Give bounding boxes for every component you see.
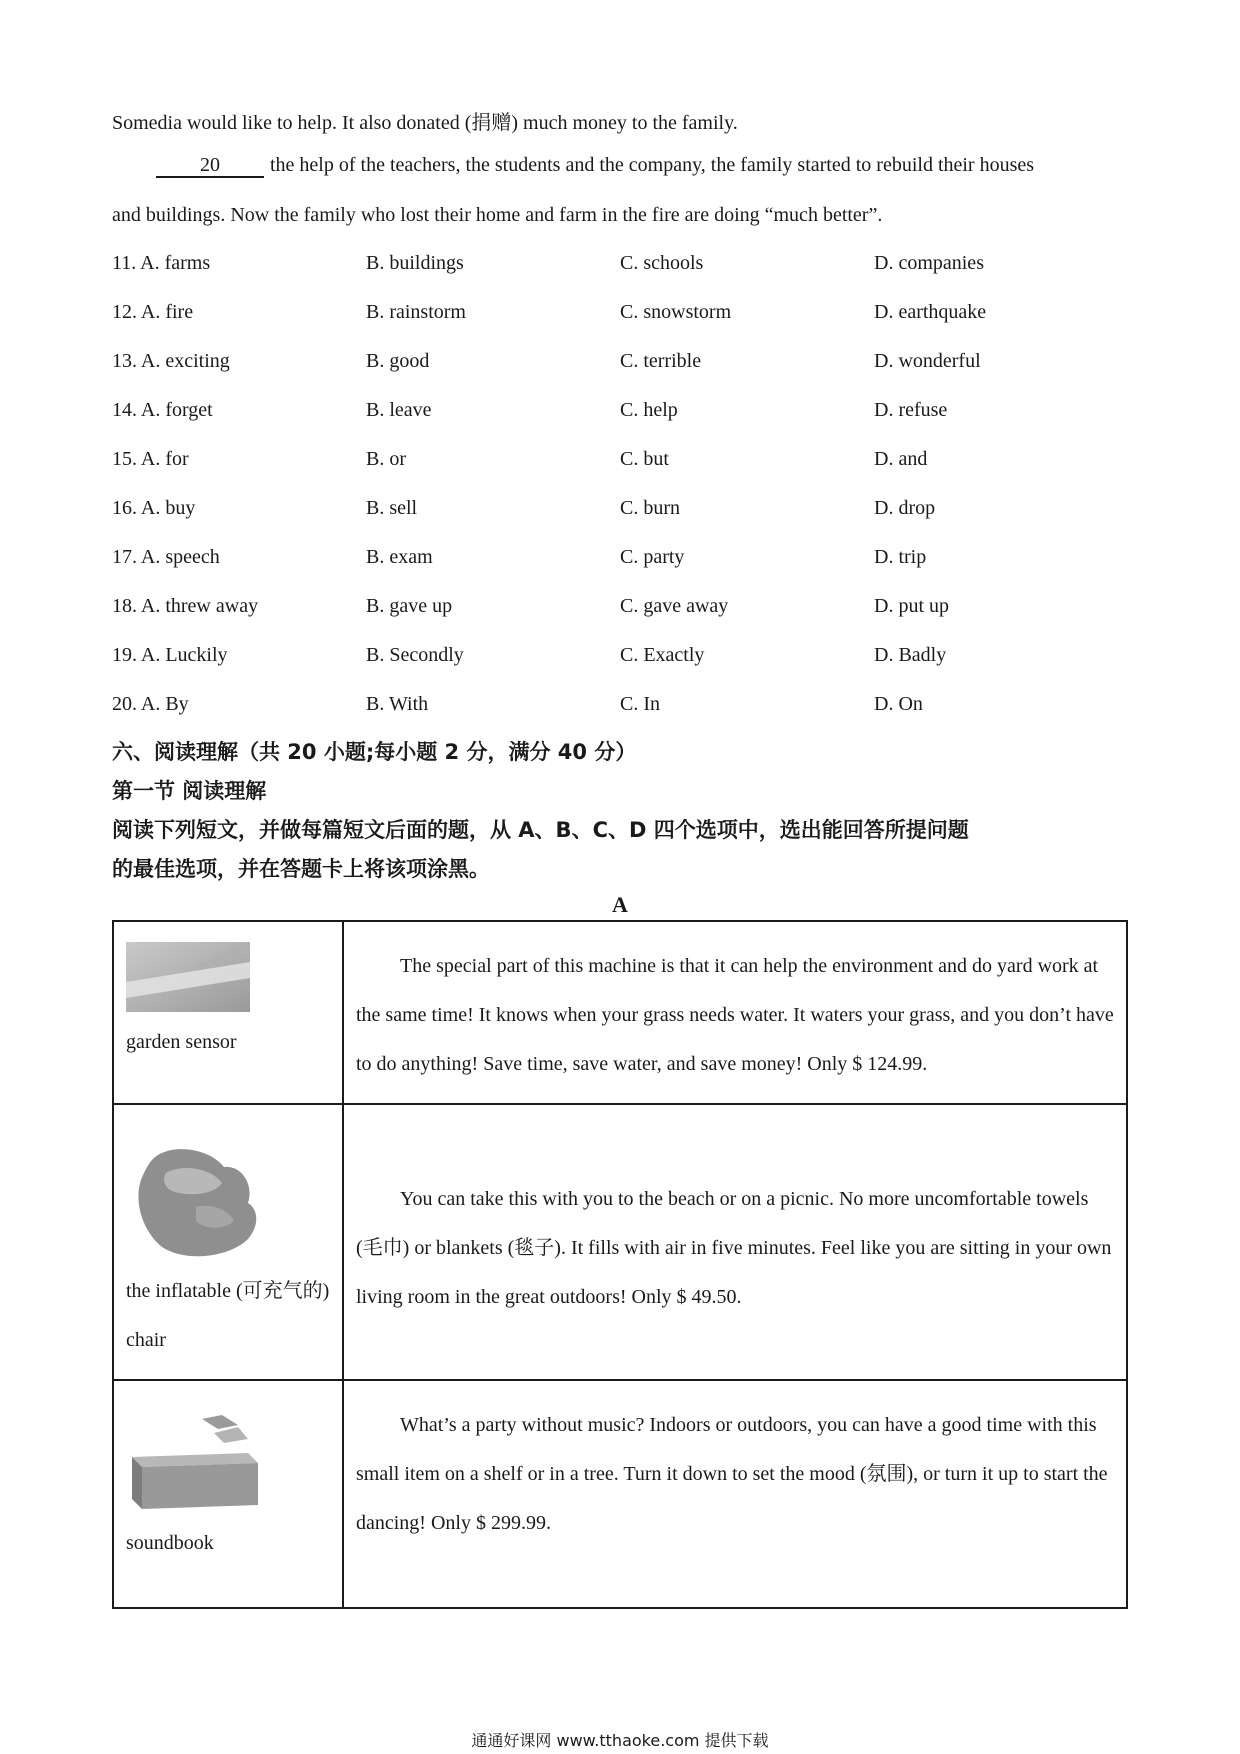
option-b: B. buildings — [366, 252, 464, 274]
option-c: C. help — [620, 399, 678, 421]
option-b: B. With — [366, 693, 429, 715]
option-c: C. schools — [620, 252, 704, 274]
instruction-line-2: 的最佳选项，并在答题卡上将该项涂黑。 — [112, 857, 490, 881]
option-c: C. In — [620, 693, 660, 715]
option-b: B. exam — [366, 546, 433, 568]
product-label: soundbook — [126, 1532, 214, 1554]
product-description: The special part of this machine is that it can help the environment and do yard work at the same time! It knows when your grass needs water. It waters your grass, and you don’t have to do anything! Save time, save water, and save money! Only $ 124.99. — [356, 955, 1114, 1075]
table-row — [113, 921, 1127, 1104]
option-b: B. sell — [366, 497, 418, 519]
garden-sensor-image — [126, 942, 250, 1012]
option-c: C. snowstorm — [620, 301, 732, 323]
product-description-cell — [343, 1104, 1127, 1380]
option-b: B. gave up — [366, 595, 453, 617]
product-table — [112, 920, 1128, 1609]
option-d: D. and — [874, 448, 928, 470]
option-d: D. drop — [874, 497, 936, 519]
option-d: D. put up — [874, 595, 949, 617]
product-image-cell — [113, 1104, 343, 1380]
option-c: C. party — [620, 546, 685, 568]
passage-line-2 — [156, 154, 1034, 178]
option-b: B. Secondly — [366, 644, 464, 666]
soundbook-image — [126, 1413, 266, 1513]
option-d: D. trip — [874, 546, 927, 568]
option-a: 20. A. By — [112, 693, 189, 715]
option-b: B. good — [366, 350, 430, 372]
option-d: D. Badly — [874, 644, 947, 666]
option-a: 17. A. speech — [112, 546, 220, 568]
option-d: D. wonderful — [874, 350, 981, 372]
passage-line-1: Somedia would like to help. It also donated (捐赠) much money to the family. — [112, 112, 738, 134]
option-b: B. leave — [366, 399, 432, 421]
table-row — [113, 1380, 1127, 1608]
option-a: 14. A. forget — [112, 399, 213, 421]
section-subtitle: 第一节 阅读理解 — [112, 779, 267, 803]
product-label: garden sensor — [126, 1031, 237, 1053]
option-c: C. gave away — [620, 595, 729, 617]
product-description-cell — [343, 1380, 1127, 1608]
option-b: B. rainstorm — [366, 301, 466, 323]
product-description-cell — [343, 921, 1127, 1104]
option-a: 15. A. for — [112, 448, 189, 470]
product-label: the inflatable (可充气的) chair — [126, 1280, 330, 1351]
section-title: 六、阅读理解（共 20 小题;每小题 2 分，满分 40 分） — [112, 740, 637, 764]
product-image-cell — [113, 921, 343, 1104]
passage-line-3: and buildings. Now the family who lost their home and farm in the fire are doing “much better”. — [112, 204, 883, 226]
option-a: 18. A. threw away — [112, 595, 259, 617]
product-description: What’s a party without music? Indoors or outdoors, you can have a good time with this small item on a shelf or in a tree. Turn it down to set the mood (氛围), or turn it up to start the dancing! Only $ 299.99. — [356, 1414, 1108, 1534]
product-image-cell — [113, 1380, 343, 1608]
option-a: 13. A. exciting — [112, 350, 230, 372]
option-d: D. On — [874, 693, 923, 715]
option-d: D. earthquake — [874, 301, 987, 323]
option-a: 16. A. buy — [112, 497, 196, 519]
option-a: 12. A. fire — [112, 301, 194, 323]
option-d: D. companies — [874, 252, 984, 274]
passage-line-2-text: the help of the teachers, the students and the company, the family started to rebuild their houses — [270, 154, 1035, 176]
product-description: You can take this with you to the beach or on a picnic. No more uncomfortable towels (毛巾) or blankets (毯子). It fills with air in five minutes. Feel like you are sitting in your own living room in the great outdoors! Only $ 49.50. — [356, 1188, 1112, 1308]
instruction-line-1: 阅读下列短文，并做每篇短文后面的题，从 A、B、C、D 四个选项中，选出能回答所提问题 — [112, 818, 969, 842]
blank-20: 20 — [156, 154, 264, 178]
page-footer: 通通好课网 www.tthaoke.com 提供下载 — [471, 1731, 769, 1750]
option-c: C. Exactly — [620, 644, 705, 666]
table-row — [113, 1104, 1127, 1380]
option-c: C. but — [620, 448, 669, 470]
option-c: C. terrible — [620, 350, 702, 372]
passage-label: A — [612, 892, 628, 917]
option-c: C. burn — [620, 497, 680, 519]
option-a: 11. A. farms — [112, 252, 211, 274]
option-b: B. or — [366, 448, 406, 470]
option-a: 19. A. Luckily — [112, 644, 228, 666]
option-d: D. refuse — [874, 399, 948, 421]
inflatable-chair-image — [126, 1143, 262, 1261]
